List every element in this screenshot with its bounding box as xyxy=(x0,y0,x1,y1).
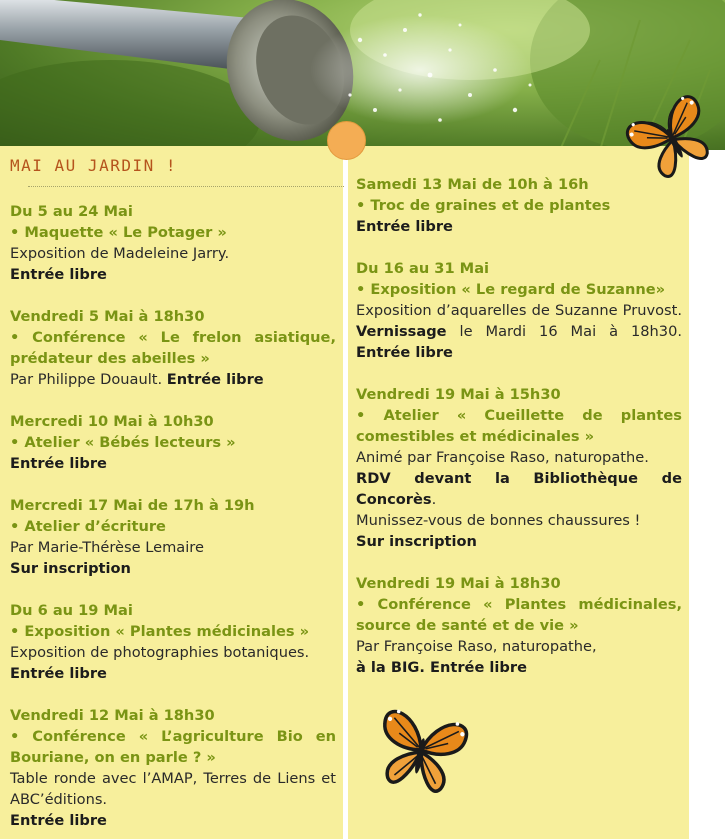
title-divider xyxy=(28,186,344,187)
event-date: Du 16 au 31 Mai xyxy=(356,260,490,277)
event-date: Vendredi 19 Mai à 18h30 xyxy=(356,575,561,592)
event-description-text: Exposition de photographies botaniques. xyxy=(10,644,310,661)
butterfly-icon xyxy=(366,702,476,800)
event-title: • Conférence « Le frelon asiatique, prédateur des abeilles » xyxy=(10,329,336,367)
page-title: MAI AU JARDIN ! xyxy=(10,156,177,175)
orange-circle xyxy=(327,121,366,160)
event-item xyxy=(10,411,336,474)
event-description: Par Marie-Thérèse Lemaire xyxy=(10,539,204,556)
event-note: Entrée libre xyxy=(166,371,264,388)
event-date: Samedi 13 Mai de 10h à 16h xyxy=(356,176,589,193)
event-title: • Maquette « Le Potager » xyxy=(10,224,227,241)
event-description: Table ronde avec l’AMAP, Terres de Liens et ABC’éditions. xyxy=(10,770,336,808)
event-title: • Atelier « Bébés lecteurs » xyxy=(10,434,236,451)
event-note: Entrée libre xyxy=(356,344,453,361)
event-item xyxy=(356,573,682,678)
event-description xyxy=(356,300,682,363)
event-description xyxy=(10,642,336,684)
event-description: Munissez-vous de bonnes chaussures ! xyxy=(356,512,641,529)
event-date: Mercredi 10 Mai à 10h30 xyxy=(10,413,214,430)
event-description: Animé par Françoise Raso, naturopathe. xyxy=(356,449,649,466)
event-date: Du 6 au 19 Mai xyxy=(10,602,133,619)
event-description: Par Françoise Raso, naturopathe, xyxy=(356,638,597,655)
event-meeting-point xyxy=(356,468,682,510)
event-date: Vendredi 19 Mai à 15h30 xyxy=(356,386,561,403)
event-title: • Atelier d’écriture xyxy=(10,518,166,535)
event-note: Entrée libre xyxy=(10,266,107,283)
event-item xyxy=(356,384,682,552)
event-item xyxy=(10,600,336,684)
event-title: • Exposition « Plantes médicinales » xyxy=(10,623,310,640)
event-item xyxy=(10,495,336,579)
right-event-list xyxy=(356,174,682,699)
event-description: Exposition de Madeleine Jarry. xyxy=(10,245,230,262)
event-description-text: le Mardi 16 Mai à 18h30. xyxy=(459,323,682,340)
event-note: Entrée libre xyxy=(356,218,453,235)
event-note: Entrée libre xyxy=(10,455,107,472)
event-description xyxy=(10,369,336,390)
event-title: • Troc de graines et de plantes xyxy=(356,197,611,214)
meeting-point-end: . xyxy=(431,491,437,508)
vernissage-label: Vernissage xyxy=(356,323,447,340)
event-item xyxy=(10,306,336,390)
event-date: Mercredi 17 Mai de 17h à 19h xyxy=(10,497,255,514)
event-date: Du 5 au 24 Mai xyxy=(10,203,133,220)
event-note: Sur inscription xyxy=(356,533,477,550)
event-item xyxy=(356,258,682,363)
event-item xyxy=(10,201,336,285)
event-note: Entrée libre xyxy=(10,812,107,829)
event-title: • Atelier « Cueillette de plantes comestibles et médicinales » xyxy=(356,407,682,445)
butterfly-icon xyxy=(622,92,722,184)
event-title: • Conférence « L’agriculture Bio en Bouriane, on en parle ? » xyxy=(10,728,336,766)
left-event-list xyxy=(10,201,336,839)
event-title: • Conférence « Plantes médicinales, source de santé et de vie » xyxy=(356,596,682,634)
meeting-point-label: RDV devant la Bibliothèque de Concorès xyxy=(356,470,682,508)
event-description-text: Par Philippe Douault. xyxy=(10,371,163,388)
event-note: Sur inscription xyxy=(10,560,131,577)
event-title: • Exposition « Le regard de Suzanne» xyxy=(356,281,666,298)
event-date: Vendredi 5 Mai à 18h30 xyxy=(10,308,205,325)
event-date: Vendredi 12 Mai à 18h30 xyxy=(10,707,215,724)
event-note: à la BIG. Entrée libre xyxy=(356,659,527,676)
event-item xyxy=(10,705,336,831)
event-note: Entrée libre xyxy=(10,665,107,682)
watering-can-photo xyxy=(0,0,725,150)
event-description-text: Exposition d’aquarelles de Suzanne Pruvost. xyxy=(356,302,682,319)
